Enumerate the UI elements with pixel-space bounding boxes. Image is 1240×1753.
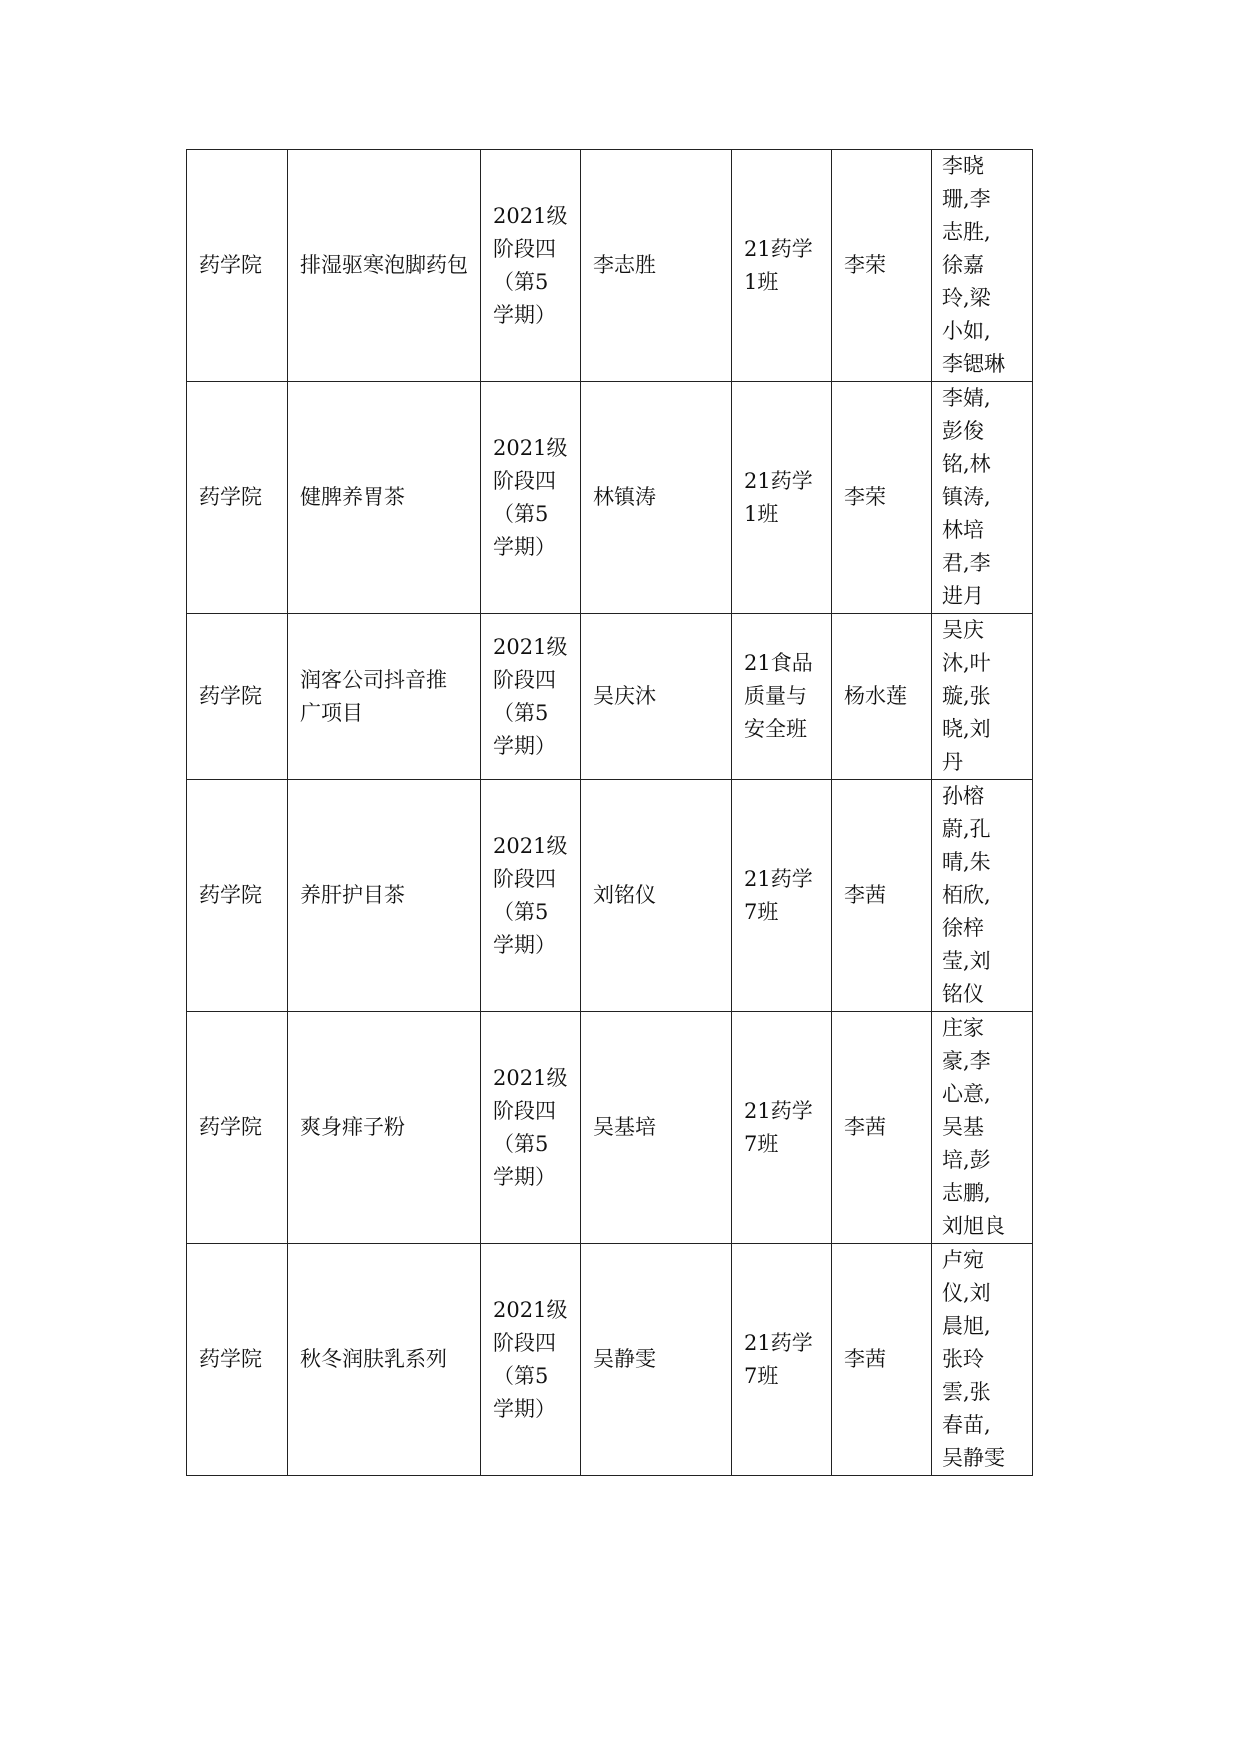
teacher-cell: 李茜 <box>832 780 932 1012</box>
college-cell: 药学院 <box>187 780 288 1012</box>
table-row <box>187 780 1033 1012</box>
members-cell: 庄家 豪,李 心意, 吴基 培,彭 志鹏, 刘旭良 <box>932 1012 1033 1244</box>
table-row <box>187 382 1033 614</box>
members-cell: 孙榕 蔚,孔 晴,朱 栢欣, 徐梓 莹,刘 铭仪 <box>932 780 1033 1012</box>
college-cell: 药学院 <box>187 1012 288 1244</box>
stage-cell: 2021级 阶段四 （第5 学期） <box>481 1244 581 1476</box>
college-cell: 药学院 <box>187 614 288 780</box>
members-cell: 李晓 珊,李 志胜, 徐嘉 玲,梁 小如, 李锶琳 <box>932 150 1033 382</box>
leader-cell: 吴庆沐 <box>581 614 732 780</box>
teacher-cell: 李荣 <box>832 150 932 382</box>
project-name-cell: 润客公司抖音推 广项目 <box>288 614 481 780</box>
college-cell: 药学院 <box>187 150 288 382</box>
project-name-cell: 养肝护目茶 <box>288 780 481 1012</box>
stage-cell: 2021级 阶段四 （第5 学期） <box>481 1012 581 1244</box>
table-row <box>187 150 1033 382</box>
leader-cell: 吴静雯 <box>581 1244 732 1476</box>
class-cell: 21药学 1班 <box>732 382 832 614</box>
project-table <box>186 149 1033 1476</box>
college-cell: 药学院 <box>187 1244 288 1476</box>
leader-cell: 林镇涛 <box>581 382 732 614</box>
class-cell: 21药学 7班 <box>732 1012 832 1244</box>
table-row <box>187 614 1033 780</box>
leader-cell: 李志胜 <box>581 150 732 382</box>
stage-cell: 2021级 阶段四 （第5 学期） <box>481 382 581 614</box>
stage-cell: 2021级 阶段四 （第5 学期） <box>481 150 581 382</box>
table-row <box>187 1244 1033 1476</box>
members-cell: 吴庆 沐,叶 璇,张 晓,刘 丹 <box>932 614 1033 780</box>
project-name-cell: 秋冬润肤乳系列 <box>288 1244 481 1476</box>
members-cell: 卢宛 仪,刘 晨旭, 张玲 雲,张 春苗, 吴静雯 <box>932 1244 1033 1476</box>
teacher-cell: 李荣 <box>832 382 932 614</box>
table-row <box>187 1012 1033 1244</box>
college-cell: 药学院 <box>187 382 288 614</box>
stage-cell: 2021级 阶段四 （第5 学期） <box>481 614 581 780</box>
teacher-cell: 杨水莲 <box>832 614 932 780</box>
class-cell: 21药学 1班 <box>732 150 832 382</box>
class-cell: 21食品 质量与 安全班 <box>732 614 832 780</box>
class-cell: 21药学 7班 <box>732 780 832 1012</box>
leader-cell: 刘铭仪 <box>581 780 732 1012</box>
stage-cell: 2021级 阶段四 （第5 学期） <box>481 780 581 1012</box>
teacher-cell: 李茜 <box>832 1244 932 1476</box>
members-cell: 李婧, 彭俊 铭,林 镇涛, 林培 君,李 进月 <box>932 382 1033 614</box>
project-name-cell: 健脾养胃茶 <box>288 382 481 614</box>
teacher-cell: 李茜 <box>832 1012 932 1244</box>
class-cell: 21药学 7班 <box>732 1244 832 1476</box>
project-name-cell: 排湿驱寒泡脚药包 <box>288 150 481 382</box>
leader-cell: 吴基培 <box>581 1012 732 1244</box>
project-name-cell: 爽身痱子粉 <box>288 1012 481 1244</box>
